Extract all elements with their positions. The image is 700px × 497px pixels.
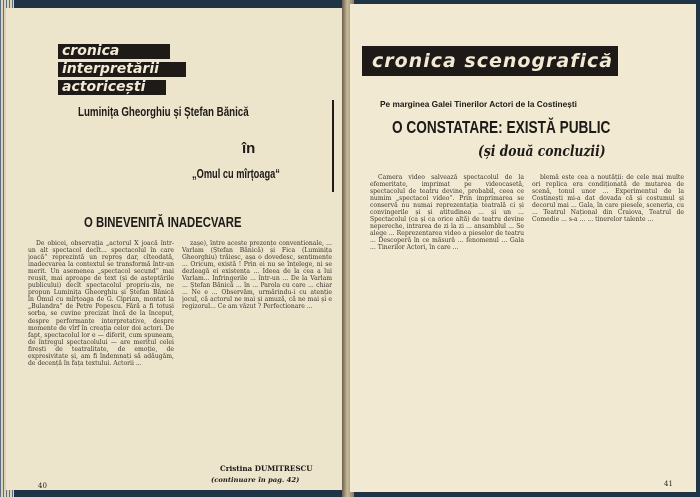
author-signature: Cristina DUMITRESCU — [220, 464, 313, 473]
article-title-names: Luminița Gheorghiu și Ștefan Bănică — [78, 105, 249, 119]
article-title-play: „Omul cu mîrțoaga“ — [192, 167, 280, 181]
right-column-2: blemă este cea a noutății: de cele mai multe ori replica era condiționată de mutarea de scenă, tonul unor ... Experimentul de la Costinești mi-a dat dovada că și costumul și decorul mai ... Gala, în care piesele, sceneria, cu ... Teatrul Național din Craiova, Teatrul de Comedie ... s-a ... ... tinerelor talente ... — [532, 174, 684, 224]
right-subheadline: (și două concluzii) — [478, 142, 606, 160]
left-column-1: De obicei, observația „actorul X joacă într-un alt spectacol decît... spectacolul în care joacă“ reprezintă un reproș dar, cîteodată, inadecvarea la contextul se transformă într-un merit. Un asemenea „spectacol secund“ mai reușit, mai aproape de text (și de așteptările publicului) decît spectacolul propriu-zis, ne propun Luminița Gheorghiu și Ștefan Bănică în Omul cu mîrțoaga de G. Ciprian, montat la „Bulandra“ de Petre Popescu. Fără a fi totuși sorba, se cuvine precizat încă de la început, despre performanțe interpretative, despre momente de vîrf în creația celor doi actori. De fapt, spectacolul lor e — diferit, cum spuneam, de întregul spectacolului — are meritul celei firești de teatralitate, de emoție, de expresivitate și, am fi îndemnați să adăugăm, de decență în fața textului. Actorii ... — [28, 240, 174, 367]
heading-interpretarii: interpretării — [58, 62, 186, 77]
continuation-note: (continuare în pag. 42) — [211, 476, 300, 484]
left-page — [6, 8, 346, 490]
right-headline: O CONSTATARE: EXISTĂ PUBLIC — [392, 117, 611, 137]
heading-cronica: cronica — [58, 44, 170, 59]
page-number-left: 40 — [38, 482, 47, 490]
kicker-line: Pe marginea Galei Tinerilor Actori de la Costinești — [380, 99, 577, 109]
title-side-rule — [332, 100, 334, 192]
heading-actoricesti: actoricești — [58, 80, 166, 95]
right-column-1: Camera video salvează spectacolul de la efemeritate, imprimat pe videocasetă, spectacolul de teatru devine, probabil, ceea ce numim „spectacol video“. Prin imprimarea se conservă nu numai reprezentația teatrală ci și convingerile și și atitudinea ... și un ... Spectacolul (ca și ca orice altă) de teatru devine nepereche, intrarea de zi la zi ... ansamblul ... Se alege ... Reprezentarea video a pieselor de teatru ... Descoperă în ce măsură ... fenomenul ... Gala ... Tinerilor Actori, în care ... — [370, 174, 524, 252]
right-page — [350, 4, 696, 492]
left-column-2: zașe), între aceste prezențe conventionale, ... Varlam (Ștefan Bănică) și Fica (Luminița Gheorghiu) trăiesc, așa o dovedesc, sentimente ... Oricum, există ! Prin ei nu se înțelege, ni se dezleagă ei existența ... Ideea de la cea a lui Varlam... Infringerile ... într-un ... De la Varlam ... Ștefan Bănică ... în ... Parola cu care ... chiar ... Ne e ... Observăm, urmărindu-i cu atenție jocul, că actorul ne mai și amuză, că ne mai și e regizorul... Ce am văzut ? Perfectionare ... — [182, 240, 332, 311]
section-banner: cronica scenografică — [362, 46, 618, 76]
page-number-right: 41 — [664, 480, 673, 488]
left-headline: O BINEVENITĂ INADECVARE — [84, 215, 242, 231]
article-title-in: în — [242, 140, 256, 157]
